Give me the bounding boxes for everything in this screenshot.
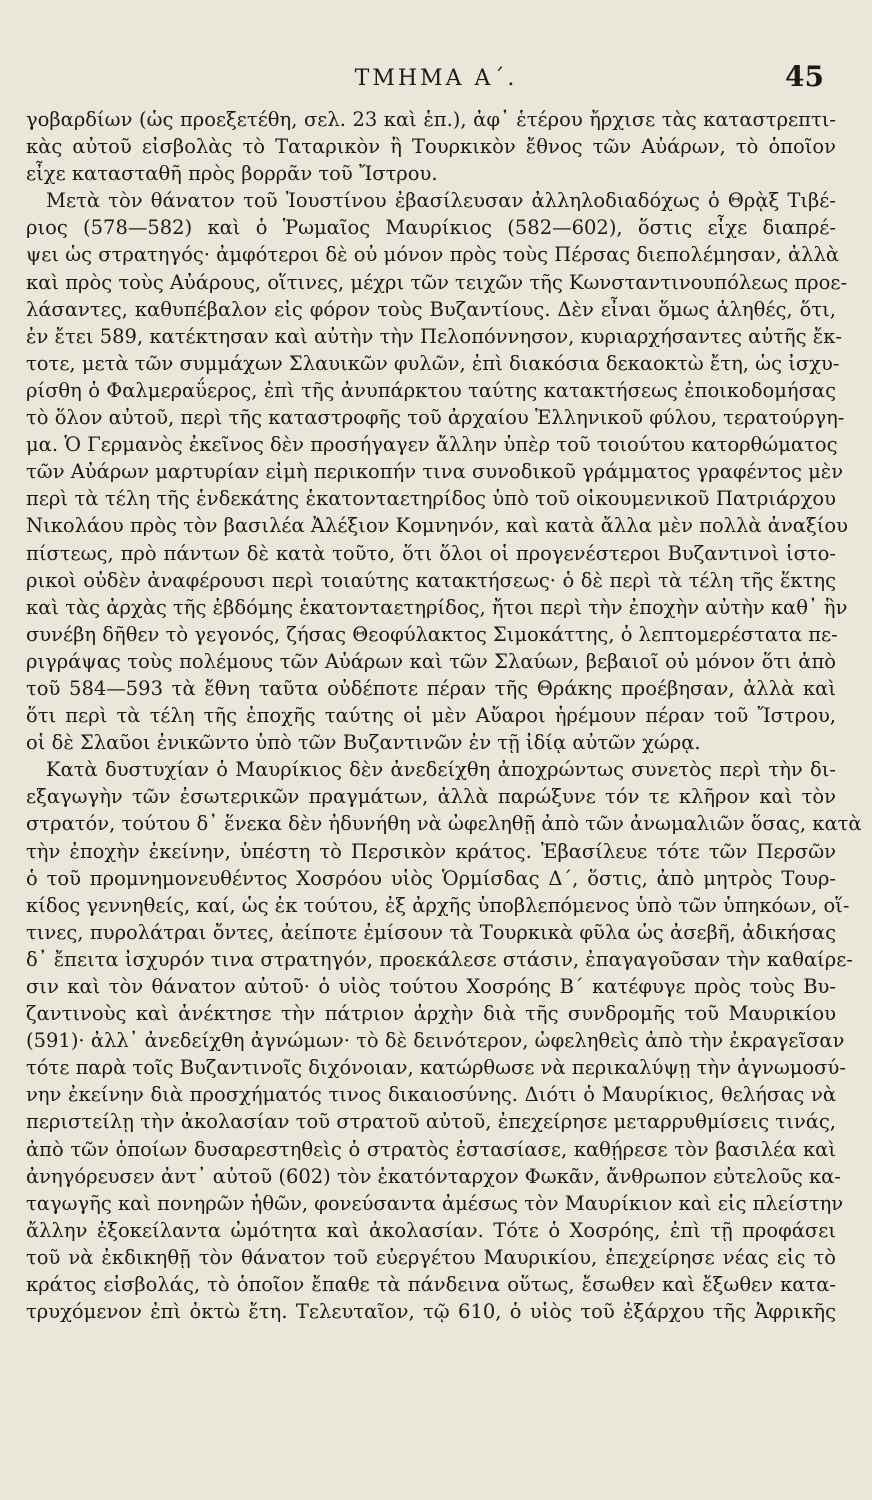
text-line: ψει ὡς στρατηγός· ἀμφότεροι δὲ οὐ μόνον πρὸς τοὺς Πέρσας διεπολέμησαν, ἀλλὰ <box>26 243 840 267</box>
text-line: ρικοὶ οὐδὲν ἀναφέρουσι περὶ τοιαύτης κατακτήσεως· ὁ δὲ περὶ τὰ τέλη τῆς ἕκτης <box>26 568 836 592</box>
text-line: δ᾽ ἔπειτα ἰσχυρόν τινα στρατηγόν, προεκάλεσε στάσιν, ἐπαγαγοῦσαν τὴν καθαίρε- <box>26 947 853 971</box>
text-line: εἶχε κατασταθῆ πρὸς βορρᾶν τοῦ Ἴστρου. <box>26 162 438 186</box>
text-line: τῶν Αὐάρων μαρτυρίαν εἰμὴ περικοπήν τινα συνοδικοῦ γράμματος γραφέντος μὲν <box>26 460 844 484</box>
text-line: ταγωγῆς καὶ πονηρῶν ἠθῶν, φονεύσαντα ἀμέσως τὸν Μαυρίκιον καὶ εἰς πλείστην <box>26 1191 844 1215</box>
text-line: εξαγωγὴν τῶν ἐσωτερικῶν πραγμάτων, ἀλλὰ παρώξυνε τόν τε κλῆρον καὶ τὸν <box>26 785 836 809</box>
page-number: 45 <box>785 60 824 93</box>
text-line: τρυχόμενον ἐπὶ ὀκτὼ ἔτη. Τελευταῖον, τῷ 610, ὁ υἱὸς τοῦ ἐξάρχου τῆς Ἀφρικῆς <box>26 1300 836 1324</box>
page-header <box>0 60 872 100</box>
text-line: περιστείλῃ τὴν ἀκολασίαν τοῦ στρατοῦ αὐτοῦ, ἐπεχείρησε μεταρρυθμίσεις τινάς, <box>26 1110 836 1134</box>
text-line: (591)· ἀλλ᾽ ἀνεδείχθη ἀγνώμων· τὸ δὲ δεινότερον, ὠφεληθεὶς ἀπὸ τὴν ἐκραγεῖσαν <box>26 1029 845 1053</box>
text-line: συνέβη δῆθεν τὸ γεγονός, ζήσας Θεοφύλακτος Σιμοκάττης, ὁ λεπτομερέστατα πε- <box>26 622 838 646</box>
text-line: καὶ τὰς ἀρχὰς τῆς ἑβδόμης ἑκατονταετηρίδος, ἤτοι περὶ τὴν ἐποχὴν αὐτὴν καθ᾽ ἣν <box>26 595 848 619</box>
text-line: οἱ δὲ Σλαῦοι ἐνικῶντο ὑπὸ τῶν Βυζαντινῶν ἐν τῇ ἰδίᾳ αὐτῶν χώρᾳ. <box>26 731 701 755</box>
text-line: κίδος γεννηθείς, καί, ὡς ἐκ τούτου, ἐξ ἀρχῆς ὑποβλεπόμενος ὑπὸ τῶν ὑπηκόων, οἵ- <box>26 893 850 917</box>
text-line: ἄλλην ἐξοκείλαντα ὠμότητα καὶ ἀκολασίαν. Τότε ὁ Χοσρόης, ἐπὶ τῇ προφάσει <box>26 1218 836 1242</box>
text-line: τοῦ νὰ ἐκδικηθῇ τὸν θάνατον τοῦ εὐεργέτου Μαυρικίου, ἐπεχείρησε νέας εἰς τὸ <box>26 1245 836 1269</box>
text-line: ριγράψας τοὺς πολέμους τῶν Αὐάρων καὶ τῶν Σλαύων, βεβαιοῖ οὐ μόνον ὅτι ἀπὸ <box>26 649 836 673</box>
running-title: ΤΜΗΜΑ Α΄. <box>354 66 518 91</box>
text-line: καὶ πρὸς τοὺς Αὐάρους, οἵτινες, μέχρι τῶν τειχῶν τῆς Κωνσταντινουπόλεως προε- <box>26 270 848 294</box>
text-line: τότε παρὰ τοῖς Βυζαντινοῖς διχόνοιαν, κατώρθωσε νὰ περικαλύψῃ τὴν ἀγνωμοσύ- <box>26 1056 846 1080</box>
text-line: ζαντινοὺς καὶ ἀνέκτησε τὴν πάτριον ἀρχὴν διὰ τῆς συνδρομῆς τοῦ Μαυρικίου <box>26 1002 836 1026</box>
text-line: τὴν ἐποχὴν ἐκείνην, ὑπέστη τὸ Περσικὸν κράτος. Ἐβασίλευε τότε τῶν Περσῶν <box>26 839 836 863</box>
text-line: τοῦ 584—593 τὰ ἔθνη ταῦτα οὐδέποτε πέραν τῆς Θράκης προέβησαν, ἀλλὰ καὶ <box>26 676 836 700</box>
text-line: σιν καὶ τὸν θάνατον αὐτοῦ· ὁ υἱὸς τούτου Χοσρόης Β΄ κατέφυγε πρὸς τοὺς Βυ- <box>26 975 836 998</box>
text-line: Νικολάου πρὸς τὸν βασιλέα Ἀλέξιον Κομνηνόν, καὶ κατὰ ἄλλα μὲν πολλὰ ἀναξίου <box>26 514 848 538</box>
paragraph-start-line: Κατὰ δυστυχίαν ὁ Μαυρίκιος δὲν ἀνεδείχθη ἀποχρώντως συνετὸς περὶ τὴν δι- <box>46 758 836 782</box>
text-line: ὅτι περὶ τὰ τέλη τῆς ἐποχῆς ταύτης οἱ μὲν Αὔαροι ἠρέμουν πέραν τοῦ Ἴστρου, <box>26 704 836 728</box>
text-line: μα. Ὁ Γερμανὸς ἐκεῖνος δὲν προσήγαγεν ἄλλην ὑπὲρ τοῦ τοιούτου κατορθώματος <box>26 433 838 457</box>
text-line: τοτε, μετὰ τῶν συμμάχων Σλαυικῶν φυλῶν, ἐπὶ διακόσια δεκαοκτὼ ἔτη, ὡς ἰσχυ- <box>26 351 840 375</box>
text-line: τὸ ὅλον αὐτοῦ, περὶ τῆς καταστροφῆς τοῦ ἀρχαίου Ἑλληνικοῦ φύλου, τερατούργη- <box>26 406 845 430</box>
text-line: πίστεως, πρὸ πάντων δὲ κατὰ τοῦτο, ὅτι ὅλοι οἱ προγενέστεροι Βυζαντινοὶ ἱστο- <box>26 541 836 565</box>
paragraph-start-line: Μετὰ τὸν θάνατον τοῦ Ἰουστίνου ἐβασίλευσαν ἀλληλοδιαδόχως ὁ Θρᾲξ Τιβέ- <box>46 189 836 213</box>
text-line: περὶ τὰ τέλη τῆς ἑνδεκάτης ἑκατονταετηρίδος ὑπὸ τοῦ οἰκουμενικοῦ Πατριάρχου <box>26 487 836 511</box>
text-line: κράτος εἰσβολάς, τὸ ὁποῖον ἔπαθε τὰ πάνδεινα οὕτως, ἔσωθεν καὶ ἔξωθεν κατα- <box>26 1273 836 1297</box>
text-line: ἀνηγόρευσεν ἀντ᾽ αὐτοῦ (602) τὸν ἑκατόνταρχον Φωκᾶν, ἄνθρωπον εὐτελοῦς κα- <box>26 1164 841 1188</box>
text-line: ρίσθη ὁ Φαλμεραΰερος, ἐπὶ τῆς ἀνυπάρκτου ταύτης κατακτήσεως ἐποικοδομήσας <box>26 378 836 402</box>
text-line: ριος (578—582) καὶ ὁ Ῥωμαῖος Μαυρίκιος (582—602), ὅστις εἶχε διαπρέ- <box>26 216 836 240</box>
text-line: ἐν ἔτει 589, κατέκτησαν καὶ αὐτὴν τὴν Πελοπόννησον, κυριαρχήσαντες αὐτῆς ἔκ- <box>26 324 842 348</box>
text-line: στρατόν, τούτου δ᾽ ἕνεκα δὲν ἠδυνήθη νὰ ὠφεληθῇ ἀπὸ τῶν ἀνωμαλιῶν ὅσας, κατὰ <box>26 812 862 836</box>
text-line: λάσαντες, καθυπέβαλον εἰς φόρον τοὺς Βυζαντίους. Δὲν εἶναι ὅμως ἀληθές, ὅτι, <box>26 297 836 321</box>
text-line: τινες, πυρολάτραι ὄντες, ἀείποτε ἐμίσουν τὰ Τουρκικὰ φῦλα ὡς ἀσεβῆ, ἀδικήσας <box>26 920 836 944</box>
text-line: νην ἐκείνην διὰ προσχήματός τινος δικαιοσύνης. Διότι ὁ Μαυρίκιος, θελήσας νὰ <box>26 1083 836 1107</box>
body-text <box>26 106 862 1325</box>
text-line: ἀπὸ τῶν ὁποίων δυσαρεστηθεὶς ὁ στρατὸς ἐστασίασε, καθῄρεσε τὸν βασιλέα καὶ <box>26 1137 836 1161</box>
text-line: γοβαρδίων (ὡς προεξετέθη, σελ. 23 καὶ ἑπ.), ἀφ᾽ ἑτέρου ἤρχισε τὰς καταστρεπτι- <box>26 108 836 131</box>
text-line: κὰς αὐτοῦ εἰσβολὰς τὸ Ταταρικὸν ἢ Τουρκικὸν ἔθνος τῶν Αὐάρων, τὸ ὁποῖον <box>26 135 836 159</box>
text-line: ὁ τοῦ προμνημονευθέντος Χοσρόου υἱὸς Ὁρμίσδας Δ΄, ὅστις, ἀπὸ μητρὸς Τουρ- <box>26 866 836 890</box>
